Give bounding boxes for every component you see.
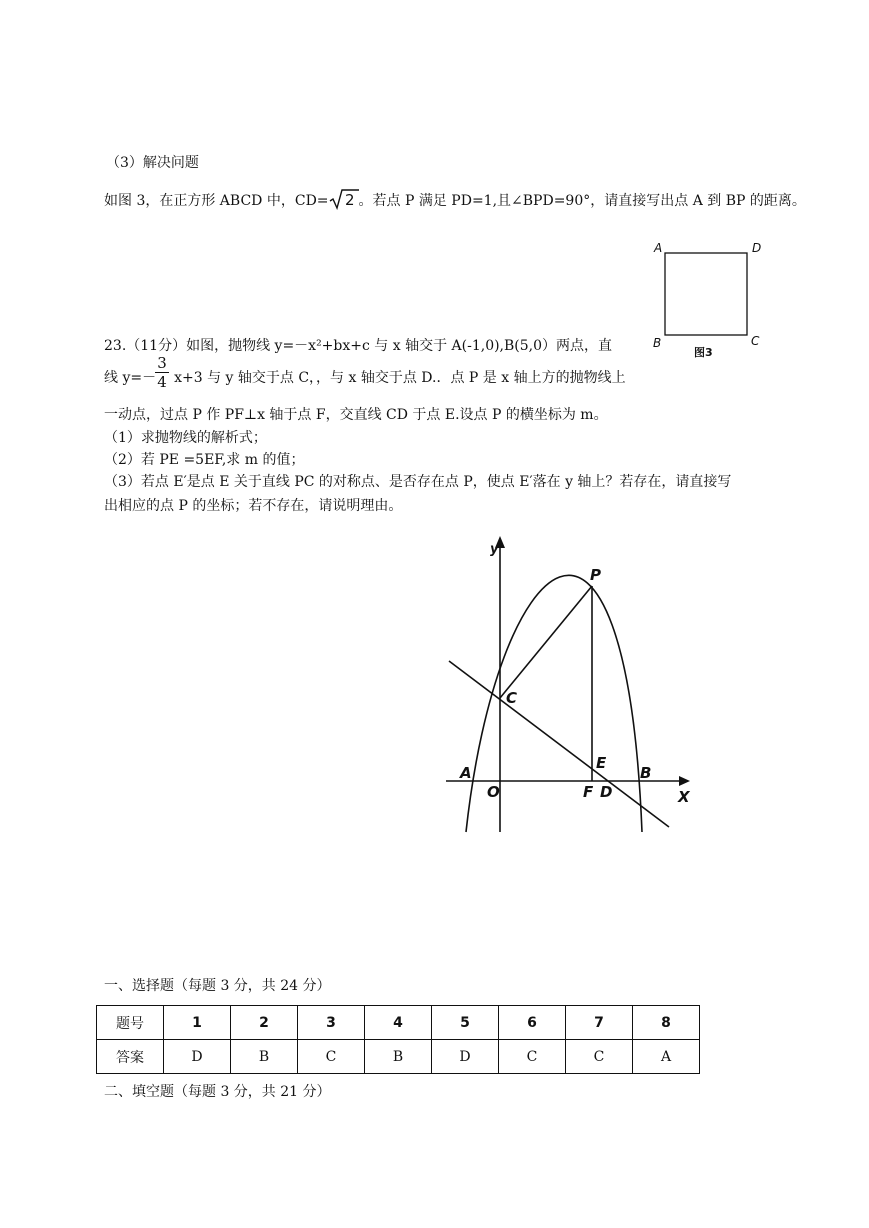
question-number: 7 bbox=[566, 1006, 633, 1040]
figure-caption: 图3 bbox=[694, 346, 713, 359]
question-number: 4 bbox=[365, 1006, 432, 1040]
answer-table bbox=[96, 1005, 700, 1074]
section-choice-title: 一、选择题（每题 3 分，共 24 分） bbox=[104, 978, 331, 994]
q23-line2-suffix: x+3 与 y 轴交于点 C，，与 x 轴交于点 D.．点 P 是 x 轴上方的抛物线上 bbox=[174, 370, 626, 386]
label-y-axis: y bbox=[490, 542, 499, 557]
label-p: P bbox=[590, 566, 601, 584]
label-f: F bbox=[583, 783, 594, 801]
q23-sub3-line1: （3）若点 E′是点 E 关于直线 PC 的对称点、是否存在点 P，使点 E′落在 y 轴上？若存在，请直接写 bbox=[104, 474, 732, 490]
label-x-axis: X bbox=[678, 788, 690, 806]
x-axis-arrow bbox=[679, 776, 690, 786]
label-e: E bbox=[596, 754, 607, 772]
label-c: C bbox=[751, 334, 760, 348]
answer-cell: C bbox=[566, 1040, 633, 1074]
table-row-numbers bbox=[97, 1006, 700, 1040]
question-number: 8 bbox=[633, 1006, 700, 1040]
answer-cell: C bbox=[499, 1040, 566, 1074]
label-a-point: A bbox=[460, 764, 472, 782]
label-d: D bbox=[752, 241, 762, 255]
answer-cell: D bbox=[432, 1040, 499, 1074]
row-label-answer: 答案 bbox=[97, 1040, 164, 1074]
label-b-point: B bbox=[640, 764, 652, 782]
question-number: 5 bbox=[432, 1006, 499, 1040]
answer-cell: A bbox=[633, 1040, 700, 1074]
q23-sub1: （1）求抛物线的解析式； bbox=[104, 430, 267, 446]
q23-line1: 23.（11分）如图，抛物线 y=－x²+bx+c 与 x 轴交于 A(-1,0),B(5,0）两点，直 bbox=[104, 338, 613, 354]
label-d-point: D bbox=[600, 783, 613, 801]
answer-cell: B bbox=[231, 1040, 298, 1074]
answer-cell: D bbox=[164, 1040, 231, 1074]
sqrt-value: 2 bbox=[344, 191, 355, 209]
segment-pc bbox=[500, 586, 592, 698]
answer-cell: C bbox=[298, 1040, 365, 1074]
question-number: 1 bbox=[164, 1006, 231, 1040]
label-c-point: C bbox=[506, 689, 518, 707]
section-fill-title: 二、填空题（每题 3 分，共 21 分） bbox=[104, 1084, 331, 1100]
q22-text-prefix: 如图 3，在正方形 ABCD 中，CD= bbox=[104, 193, 329, 209]
question-number: 3 bbox=[298, 1006, 365, 1040]
table-row-answers bbox=[97, 1040, 700, 1074]
q23-line3: 一动点，过点 P 作 PF⊥x 轴于点 F，交直线 CD 于点 E.设点 P 的横坐标为 m。 bbox=[104, 407, 608, 423]
q22-heading: （3）解决问题 bbox=[106, 155, 199, 171]
label-o: O bbox=[487, 783, 500, 801]
fraction-denominator: 4 bbox=[157, 373, 167, 391]
q22-text-suffix: 。若点 P 满足 PD=1,且∠BPD=90°，请直接写出点 A 到 BP 的距离。 bbox=[358, 193, 806, 209]
answer-cell: B bbox=[365, 1040, 432, 1074]
question-number: 2 bbox=[231, 1006, 298, 1040]
question-number: 6 bbox=[499, 1006, 566, 1040]
label-a: A bbox=[654, 241, 663, 255]
q23-line2-prefix: 线 y=－ bbox=[104, 370, 157, 386]
label-b: B bbox=[653, 336, 662, 350]
row-label-number: 题号 bbox=[97, 1006, 164, 1040]
q23-sub2: （2）若 PE =5EF,求 m 的值； bbox=[104, 452, 305, 468]
q23-sub3-line2: 出相应的点 P 的坐标；若不存在，请说明理由。 bbox=[104, 498, 403, 514]
fraction-numerator: 3 bbox=[157, 354, 167, 372]
